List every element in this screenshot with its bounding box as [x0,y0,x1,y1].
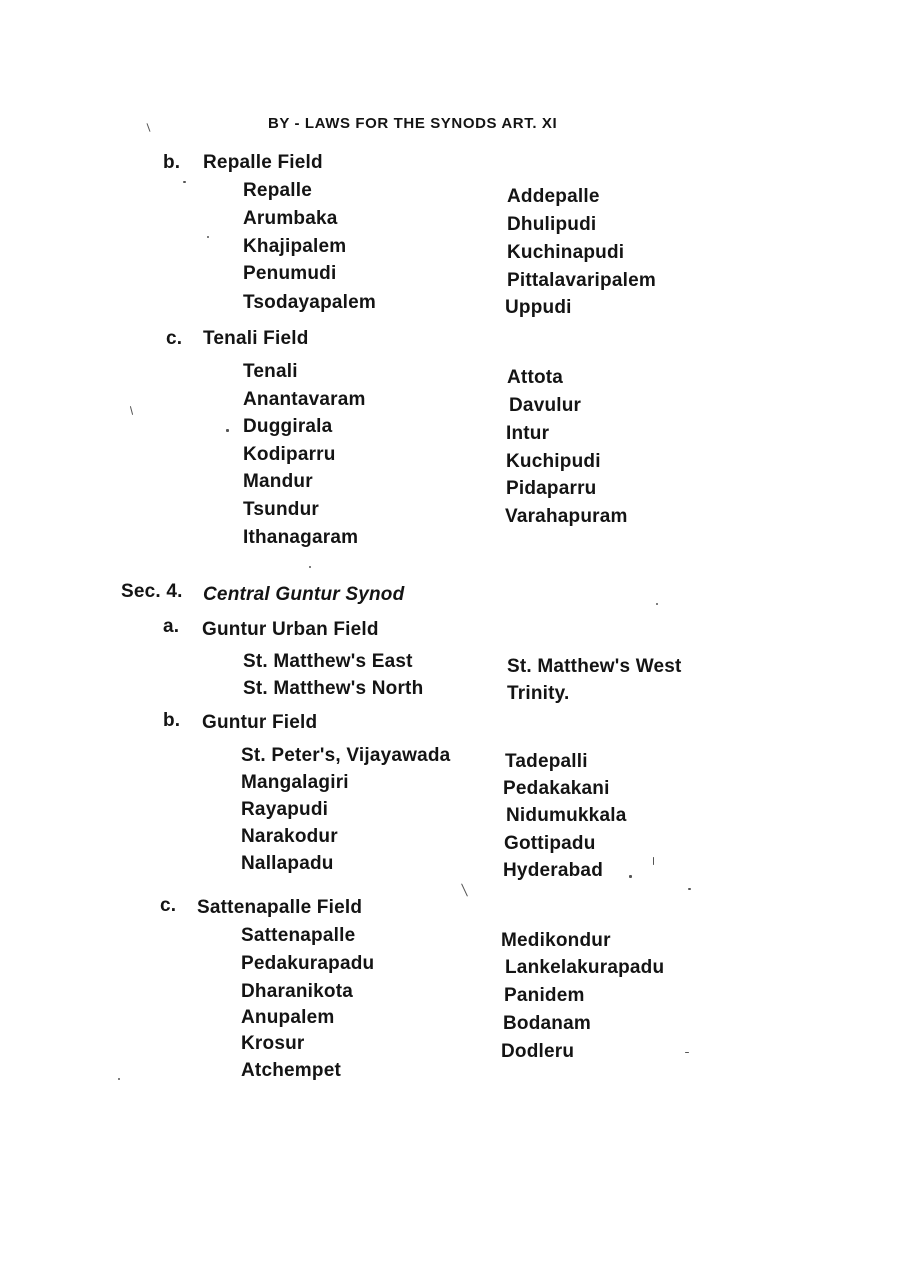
subsection-marker: c. [166,328,183,349]
parish-name: St. Matthew's North [243,678,424,699]
parish-name: Tenali [243,361,298,382]
parish-name: Trinity. [507,683,570,704]
parish-name: Duggirala [243,416,333,437]
parish-name: Ithanagaram [243,527,359,548]
parish-name: Medikondur [501,930,611,951]
parish-name: Pedakurapadu [241,953,375,974]
parish-name: Panidem [504,985,585,1006]
parish-name: Intur [506,423,550,444]
parish-name: Mangalagiri [241,772,349,793]
parish-name: Bodanam [503,1013,591,1034]
parish-name: Mandur [243,471,313,492]
parish-name: Lankelakurapadu [505,957,665,978]
parish-name: Gottipadu [504,833,596,854]
field-title: Sattenapalle Field [197,897,363,918]
parish-name: Dharanikota [241,981,354,1002]
parish-name: Rayapudi [241,799,329,820]
parish-name: Varahapuram [505,506,628,527]
parish-name: Tadepalli [505,751,588,772]
subsection-marker: b. [163,152,181,173]
scan-speck [653,857,654,865]
parish-name: Dhulipudi [507,214,597,235]
parish-name: Kuchinapudi [507,242,625,263]
parish-name: St. Matthew's West [507,656,682,677]
subsection-marker: b. [163,710,181,731]
parish-name: Khajipalem [243,236,347,257]
parish-name: Dodleru [501,1041,575,1062]
parish-name: Repalle [243,180,312,201]
parish-name: Hyderabad [503,860,604,881]
subsection-marker: a. [163,616,180,637]
parish-name: Attota [507,367,564,388]
section-title: Central Guntur Synod [203,584,405,605]
parish-name: Narakodur [241,826,338,847]
parish-name: Pittalavaripalem [507,270,656,291]
parish-name: Krosur [241,1033,305,1054]
scan-speck [688,888,691,890]
parish-name: Anantavaram [243,389,366,410]
parish-name: Uppudi [505,297,572,318]
parish-name: Anupalem [241,1007,335,1028]
parish-name: Nidumukkala [506,805,627,826]
parish-name: Pidaparru [506,478,597,499]
parish-name: Davulur [509,395,582,416]
scan-speck [183,181,186,183]
scan-speck [629,875,632,878]
scan-speck [461,883,468,896]
scan-speck [226,429,229,432]
parish-name: Atchempet [241,1060,341,1081]
parish-name: Tsundur [243,499,319,520]
parish-name: Kuchipudi [506,451,601,472]
parish-name: St. Peter's, Vijayawada [241,745,451,766]
parish-name: Pedakakani [503,778,610,799]
parish-name: Nallapadu [241,853,334,874]
parish-name: Penumudi [243,263,337,284]
parish-name: Addepalle [507,186,600,207]
scan-speck [685,1052,689,1053]
parish-name: Arumbaka [243,208,338,229]
running-header: BY - LAWS FOR THE SYNODS ART. XI [268,115,558,132]
parish-name: Sattenapalle [241,925,356,946]
parish-name: Tsodayapalem [243,292,376,313]
scan-speck [656,603,658,605]
scan-speck [130,406,133,415]
section-label: Sec. 4. [121,581,183,602]
field-title: Repalle Field [203,152,323,173]
scan-speck [146,123,150,132]
parish-name: Kodiparru [243,444,336,465]
scan-speck [309,566,311,568]
field-title: Guntur Urban Field [202,619,379,640]
field-title: Guntur Field [202,712,318,733]
field-title: Tenali Field [203,328,309,349]
subsection-marker: c. [160,895,177,916]
parish-name: St. Matthew's East [243,651,413,672]
scan-speck [207,236,209,238]
scan-speck [118,1078,120,1080]
